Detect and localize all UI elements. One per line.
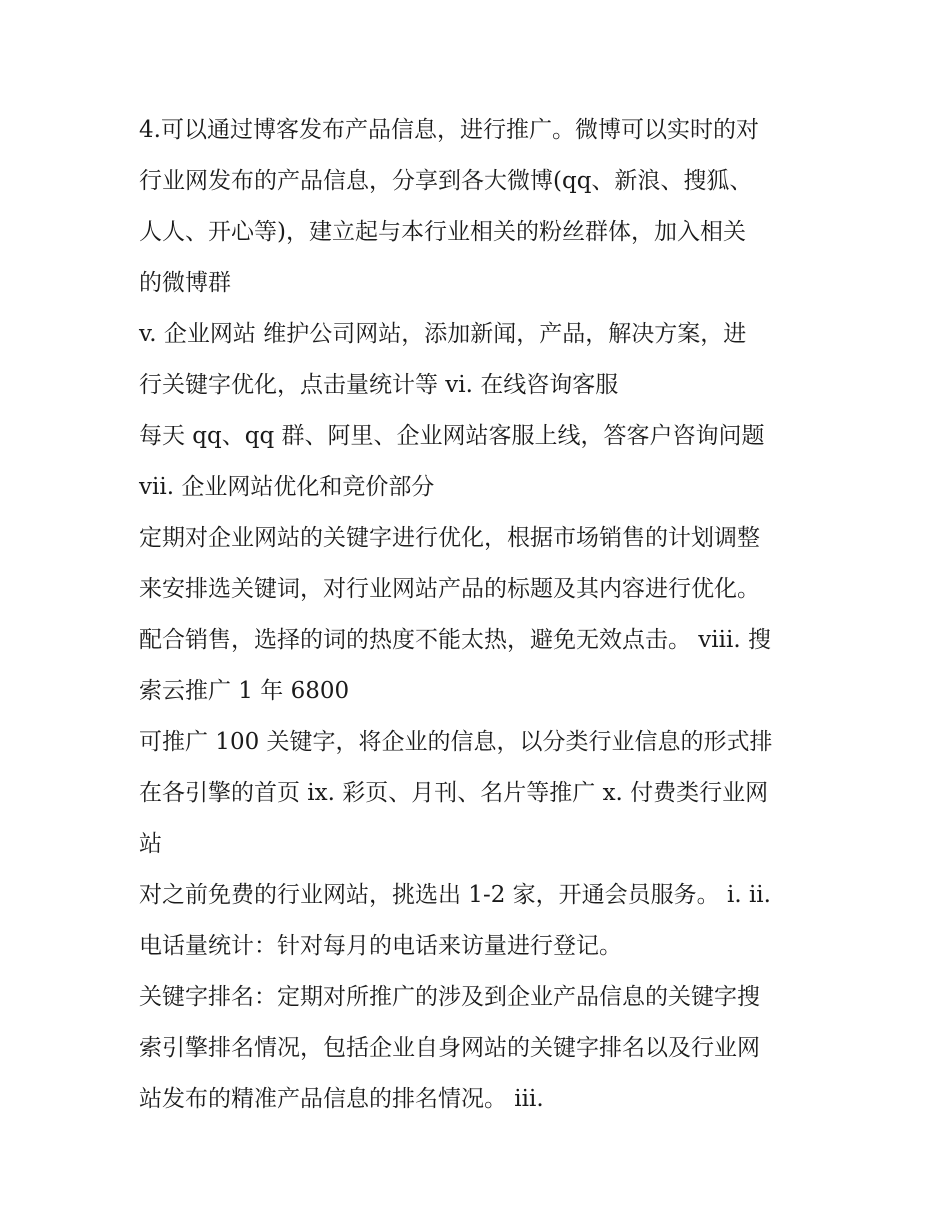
- text-line: 4.可以通过博客发布产品信息，进行推广。微博可以实时的对: [139, 117, 759, 143]
- text-line: vii. 企业网站优化和竞价部分: [139, 474, 435, 500]
- text-line: 索云推广 1 年 6800: [139, 678, 350, 704]
- text-line: 对之前免费的行业网站，挑选出 1-2 家，开通会员服务。 i. ii.: [139, 882, 771, 908]
- text-line: 电话量统计：针对每月的电话来访量进行登记。: [139, 933, 622, 959]
- text-line: 可推广 100 关键字，将企业的信息，以分类行业信息的形式排: [139, 729, 773, 755]
- text-line: 站: [139, 831, 162, 857]
- text-line: 行关键字优化，点击量统计等 vi. 在线咨询客服: [139, 372, 619, 398]
- text-line: 定期对企业网站的关键字进行优化，根据市场销售的计划调整: [139, 525, 760, 551]
- text-line: v. 企业网站 维护公司网站，添加新闻，产品，解决方案，进: [139, 321, 747, 347]
- text-line: 配合销售，选择的词的热度不能太热，避免无效点击。 viii. 搜: [139, 627, 771, 653]
- text-line: 人人、开心等)，建立起与本行业相关的粉丝群体，加入相关: [139, 219, 746, 245]
- document-body: [139, 108, 829, 1128]
- text-line: 关键字排名：定期对所推广的涉及到企业产品信息的关键字搜: [139, 984, 760, 1010]
- text-line: 的微博群: [139, 270, 231, 296]
- text-line: 行业网发布的产品信息，分享到各大微博(qq、新浪、搜狐、: [139, 168, 753, 194]
- text-line: 在各引擎的首页 ix. 彩页、月刊、名片等推广 x. 付费类行业网: [139, 780, 769, 806]
- text-line: 每天 qq、qq 群、阿里、企业网站客服上线，答客户咨询问题: [139, 423, 765, 449]
- text-line: 来安排选关键词，对行业网站产品的标题及其内容进行优化。: [139, 576, 760, 602]
- text-line: 索引擎排名情况，包括企业自身网站的关键字排名以及行业网: [139, 1035, 760, 1061]
- text-line: 站发布的精准产品信息的排名情况。 iii.: [139, 1086, 544, 1112]
